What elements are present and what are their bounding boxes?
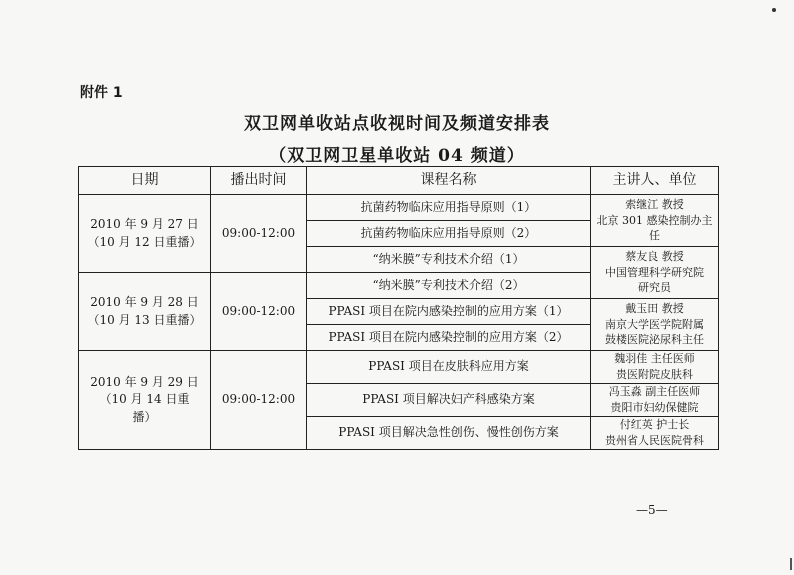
table-row	[79, 195, 719, 221]
scan-speck	[772, 8, 776, 12]
course-cell: PPASI 项目解决妇产科感染方案	[307, 383, 591, 416]
document-subtitle: （双卫网卫星单收站 04 频道）	[269, 146, 525, 166]
rebroadcast-line: （10 月 12 日重播）	[87, 234, 202, 249]
speaker-title: 鼓楼医院泌尿科主任	[605, 333, 704, 347]
date-cell	[79, 273, 211, 351]
date-line: 2010 年 9 月 27 日	[90, 217, 199, 232]
speaker-name: 蔡友良 教授	[625, 249, 684, 263]
rebroadcast-line: （10 月 14 日重	[99, 392, 190, 407]
date-line: 2010 年 9 月 28 日	[90, 295, 199, 310]
speaker-name: 付红英 护士长	[619, 417, 690, 431]
speaker-cell	[591, 416, 719, 449]
header-date: 日期	[79, 167, 211, 195]
table-header-row	[79, 167, 719, 195]
speaker-unit: 南京大学医学院附属	[605, 317, 704, 331]
speaker-cell	[591, 247, 719, 299]
header-time: 播出时间	[211, 167, 307, 195]
speaker-title: 研究员	[638, 281, 671, 295]
course-cell: PPASI 项目解决急性创伤、慢性创伤方案	[307, 416, 591, 449]
time-cell: 09:00-12:00	[211, 351, 307, 450]
time-cell: 09:00-12:00	[211, 195, 307, 273]
speaker-cell	[591, 299, 719, 351]
course-cell: PPASI 项目在院内感染控制的应用方案（1）	[307, 299, 591, 325]
date-line: 2010 年 9 月 29 日	[90, 374, 199, 389]
course-cell: 抗菌药物临床应用指导原则（1）	[307, 195, 591, 221]
speaker-unit: 贵医附院皮肤科	[616, 367, 693, 381]
speaker-name: 戴玉田 教授	[625, 301, 684, 315]
header-course: 课程名称	[307, 167, 591, 195]
speaker-cell	[591, 351, 719, 384]
time-cell: 09:00-12:00	[211, 273, 307, 351]
speaker-cell	[591, 383, 719, 416]
attachment-label: 附件 1	[80, 85, 123, 101]
scan-edge-mark	[790, 558, 792, 570]
speaker-unit: 北京 301 感染控制办主任	[596, 213, 713, 243]
speaker-name: 冯玉淼 副主任医师	[608, 384, 701, 398]
speaker-unit: 中国管理科学研究院	[605, 265, 704, 279]
course-cell: “纳米膜”专利技术介绍（2）	[307, 273, 591, 299]
course-cell: “纳米膜”专利技术介绍（1）	[307, 247, 591, 273]
document-title: 双卫网单收站点收视时间及频道安排表	[244, 114, 550, 134]
table-row	[79, 351, 719, 384]
speaker-name: 魏羽佳 主任医师	[614, 352, 695, 365]
page-number: —5—	[636, 503, 668, 517]
header-speaker: 主讲人、单位	[591, 167, 719, 195]
speaker-cell	[591, 195, 719, 247]
course-cell: PPASI 项目在院内感染控制的应用方案（2）	[307, 325, 591, 351]
speaker-name: 索继江 教授	[625, 197, 684, 211]
course-cell: 抗菌药物临床应用指导原则（2）	[307, 221, 591, 247]
rebroadcast-line-cont: 播）	[132, 409, 157, 424]
schedule-table	[78, 166, 719, 450]
course-cell: PPASI 项目在皮肤科应用方案	[307, 351, 591, 384]
date-cell	[79, 351, 211, 450]
speaker-unit: 贵州省人民医院骨科	[605, 433, 704, 447]
rebroadcast-line: （10 月 13 日重播）	[87, 312, 202, 327]
speaker-unit: 贵阳市妇幼保健院	[610, 400, 699, 414]
date-cell	[79, 195, 211, 273]
